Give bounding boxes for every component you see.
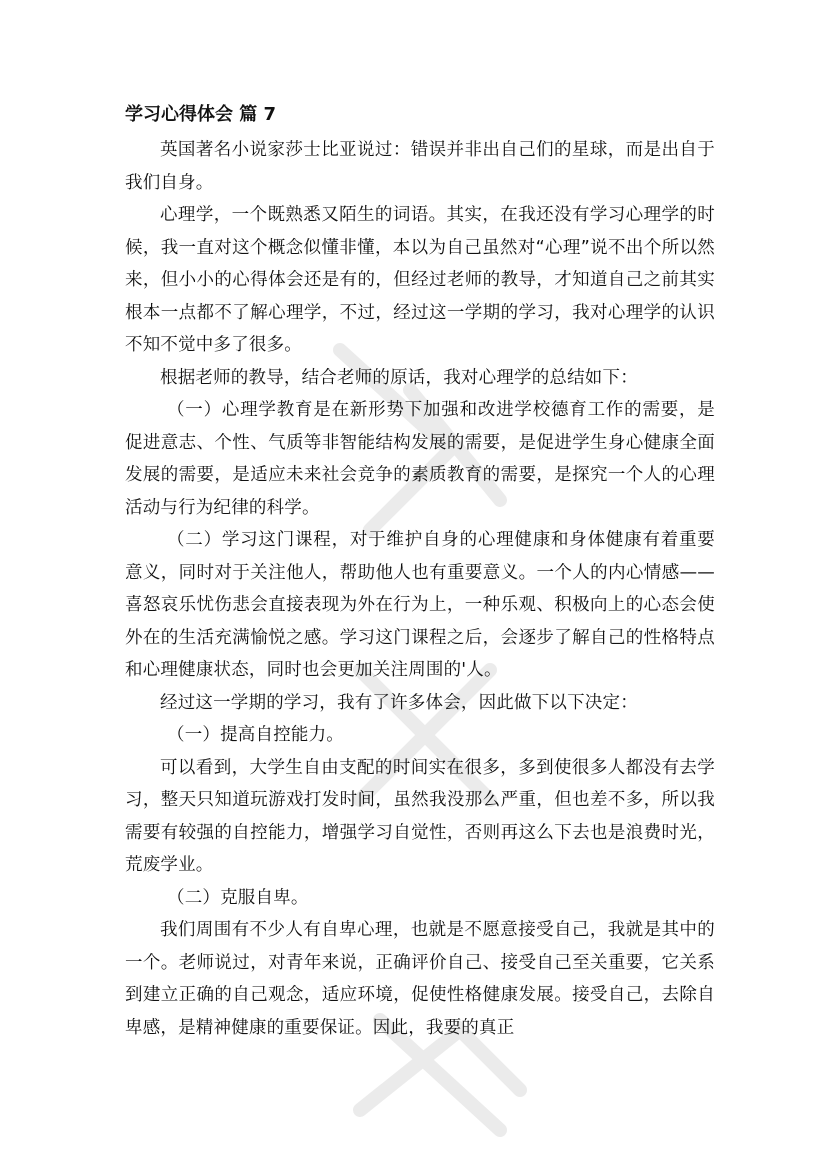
paragraph-decisions-lead: 经过这一学期的学习，我有了许多体会，因此做下以下决定： — [160, 692, 638, 713]
heading-overcome-inferiority: （二）克服自卑。 — [167, 887, 309, 908]
paragraph-point-one: （一）心理学教育是在新形势下加强和改进学校德育工作的需要，是促进意志、个性、气质等非智能结构发展的需要，是促进学生身心健康全面发展的需要，是适应未来社会竞争的素质教育的需要，是探究一个人的心理活动与行为纪律的科学。 — [125, 400, 715, 518]
document-body — [125, 104, 715, 1044]
paragraph-intro: 心理学，一个既熟悉又陌生的词语。其实，在我还没有学习心理学的时候，我一直对这个概念似懂非懂，本以为自己虽然对“心理”说不出个所以然来，但小小的心得体会还是有的，但经过老师的教导，才知道自己之前其实根本一点都不了解心理学，不过，经过这一学期的学习，我对心理学的认识不知不觉中多了很多。 — [125, 205, 715, 355]
paragraph-summary-lead: 根据老师的教导，结合老师的原话，我对心理学的总结如下： — [160, 367, 638, 388]
heading-self-control: （一）提高自控能力。 — [167, 725, 344, 745]
section-title: 学习心得体会 篇 7 — [125, 104, 277, 125]
paragraph-quote: 英国著名小说家莎士比亚说过：错误并非出自己们的星球，而是出自于我们自身。 — [125, 140, 715, 193]
paragraph-overcome-inferiority: 我们周围有不少人有自卑心理，也就是不愿意接受自己，我就是其中的一个。老师说过，对青年来说，正确评价自己、接受自己至关重要，它关系到建立正确的自己观念，适应环境，促使性格健康发展。接受自己，去除自卑感，是精神健康的重要保证。因此，我要的真正 — [125, 920, 715, 1038]
paragraph-self-control: 可以看到，大学生自由支配的时间实在很多，多到使很多人都没有去学习，整天只知道玩游戏打发时间，虽然我没那么严重，但也差不多，所以我需要有较强的自控能力，增强学习自觉性，否则再这么下去也是浪费时光，荒废学业。 — [125, 757, 715, 875]
paragraph-point-two: （二）学习这门课程，对于维护自身的心理健康和身体健康有着重要意义，同时对于关注他人，帮助他人也有重要意义。一个人的内心情感——喜怒哀乐忧伤悲会直接表现为外在行为上，一种乐观、积极向上的心态会使外在的生活充满愉悦之感。学习这门课程之后，会逐步了解自己的性格特点和心理健康状态，同时也会更加关注周围的'人。 — [125, 530, 715, 680]
